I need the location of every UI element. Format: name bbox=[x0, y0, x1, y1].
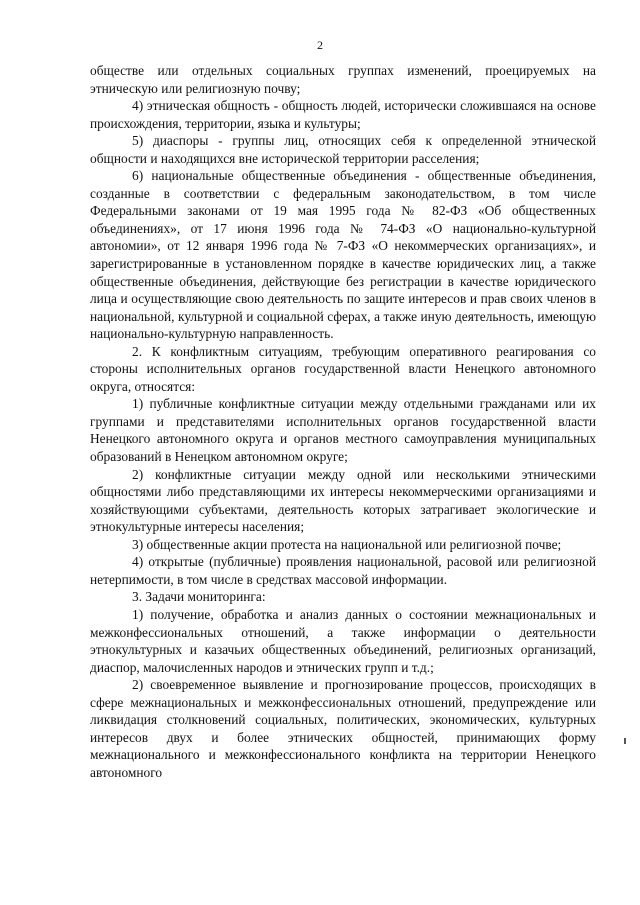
paragraph-task-item-2: 2) своевременное выявление и прогнозирование процессов, происходящих в сфере межнациональных и межконфессиональных отношений, предупреждение или ликвидация столкновений социальных, политических, экономических, культурных интересов двух и более этнических общностей, принимающих форму межнационального и межконфессионального конфликта на территории Ненецкого автономного bbox=[90, 677, 596, 780]
paragraph-section-2-heading: 2. К конфликтным ситуациям, требующим оперативного реагирования со стороны исполнительных органов государственной власти Ненецкого автономного округа, относятся: bbox=[90, 343, 596, 394]
page-number: 2 bbox=[317, 38, 323, 52]
paragraph-definition-ethnic-community: 4) этническая общность - общность людей, исторически сложившаяся на основе происхождения, территории, языка и культуры; bbox=[90, 98, 596, 131]
paragraph-conflict-item-1: 1) публичные конфликтные ситуации между отдельными гражданами или их группами и представителями исполнительных органов государственной власти Ненецкого автономного округа и органов местного самоуправления муниципальных образований в Ненецком автономном округе; bbox=[90, 396, 596, 465]
paragraph-continuation: обществе или отдельных социальных группах изменений, проецируемых на этническую или религиозную почву; bbox=[90, 63, 596, 96]
document-body bbox=[90, 62, 596, 781]
paragraph-section-3-heading: 3. Задачи мониторинга: bbox=[132, 589, 266, 605]
paragraph-conflict-item-3: 3) общественные акции протеста на национальной или религиозной почве; bbox=[132, 536, 562, 552]
margin-scan-mark bbox=[624, 738, 626, 744]
paragraph-task-item-1: 1) получение, обработка и анализ данных о состоянии межнациональных и межконфессиональных отношений, а также информации о деятельности этнокультурных и казачьих общественных объединений, религиозных организаций, диаспор, малочисленных народов и этнических групп и т.д.; bbox=[90, 606, 596, 675]
paragraph-definition-national-associations: 6) национальные общественные объединения - общественные объединения, созданные в соответствии с федеральным законодательством, в том числе Федеральными законами от 19 мая 1995 года № 82-ФЗ «Об общественных объединениях», от 17 июня 1996 года № 74-ФЗ «О национально-культурной автономии», от 12 января 1996 года № 7-ФЗ «О некоммерческих организациях», и зарегистрированные в установленном порядке в качестве юридических лиц, а также общественные объединения, действующие без регистрации в качестве юридического лица и осуществляющие свою деятельность по защите интересов и прав своих членов в национальной, культурной и социальной сферах, а также иную деятельность, имеющую национально-культурную направленность. bbox=[90, 168, 596, 342]
paragraph-conflict-item-2: 2) конфликтные ситуации между одной или несколькими этническими общностями либо представляющими их интересы некоммерческими организациями и хозяйствующими субъектами, деятельность которых затрагивает экологические и этнокультурные интересы населения; bbox=[90, 466, 596, 535]
paragraph-conflict-item-4: 4) открытые (публичные) проявления национальной, расовой или религиозной нетерпимости, в том числе в средствах массовой информации. bbox=[90, 554, 596, 587]
paragraph-definition-diasporas: 5) диаспоры - группы лиц, относящих себя к определенной этнической общности и находящихся вне исторической территории расселения; bbox=[90, 133, 596, 166]
